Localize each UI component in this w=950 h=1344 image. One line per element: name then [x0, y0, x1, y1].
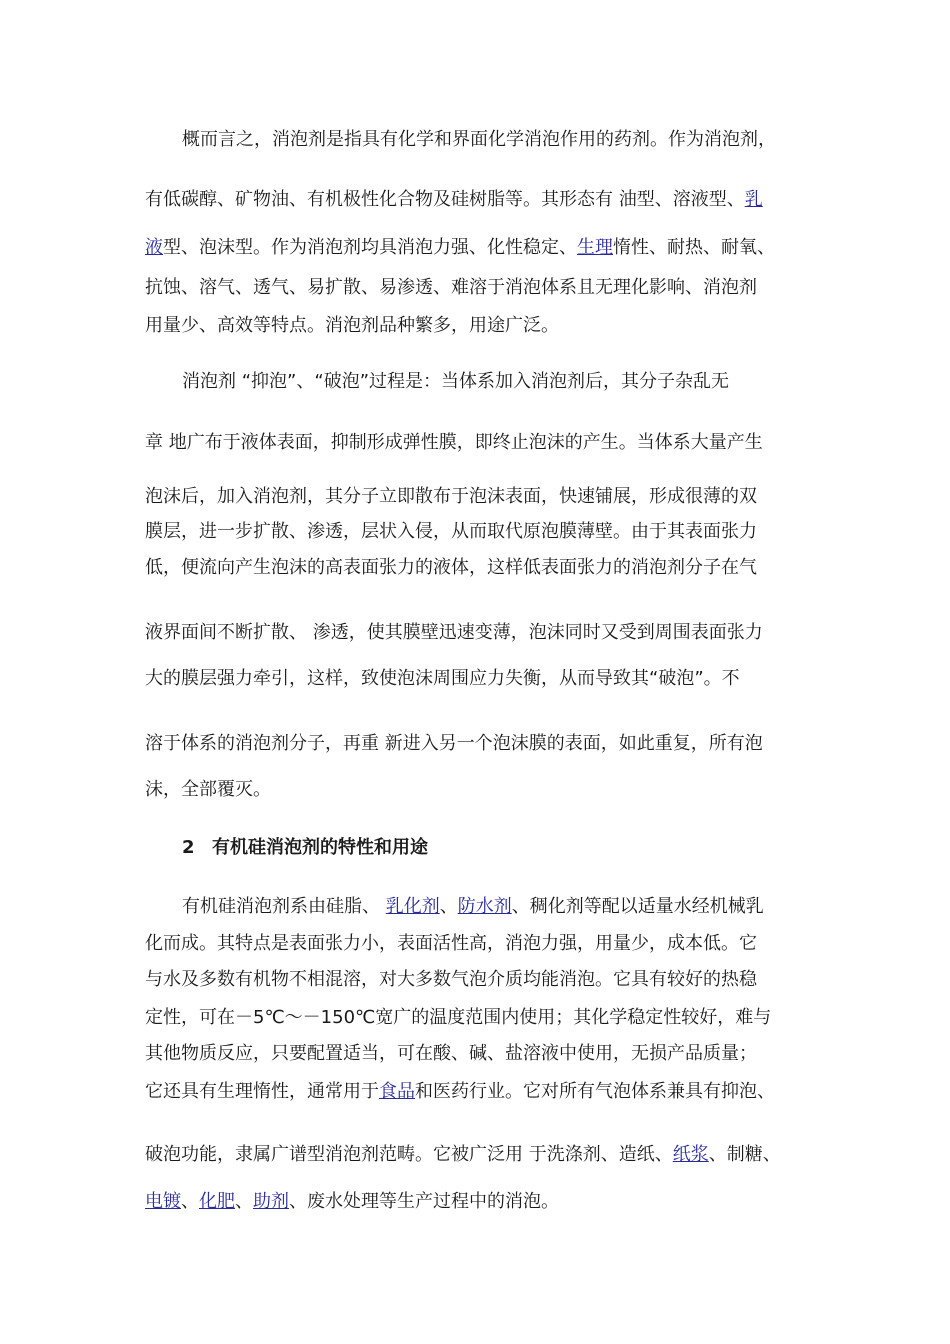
- link-food[interactable]: 食品: [379, 1081, 415, 1102]
- link-electroplating[interactable]: 电镀: [145, 1191, 181, 1212]
- p2-line-6: 液界面间不断扩散、 渗透，使其膜壁迅速变薄，泡沫同时又受到周围表面张力: [145, 622, 763, 643]
- p3-line-7-text-a: 破泡功能，隶属广谱型消泡剂范畴。它被广泛用 于洗涤剂、造纸、: [145, 1144, 673, 1165]
- p3-line-8-text-c: 、废水处理等生产过程中的消泡。: [289, 1191, 559, 1212]
- link-pulp[interactable]: 纸浆: [672, 1144, 709, 1165]
- section-title: 有机硅消泡剂的特性和用途: [212, 837, 428, 858]
- link-waterproofing[interactable]: 防水剂: [457, 896, 512, 917]
- p3-line-6: [145, 1080, 825, 1104]
- p1-line-2: [145, 188, 825, 212]
- p3-line-5: 其他物质反应，只要配置适当，可在酸、碱、盐溶液中使用，无损产品质量；: [145, 1043, 757, 1064]
- p1-line-4: 抗蚀、溶气、透气、易扩散、易渗透、难溶于消泡体系且无理化影响、消泡剂: [145, 277, 757, 298]
- p2-line-9: 沫，全部覆灭。: [145, 779, 271, 800]
- p2-line-2: 章 地广布于液体表面，抑制形成弹性膜，即终止泡沫的产生。当体系大量产生: [145, 432, 763, 453]
- p2-line-1: 消泡剂 “抑泡”、“破泡”过程是：当体系加入消泡剂后，其分子杂乱无: [182, 371, 730, 392]
- p3-line-1: [182, 895, 862, 919]
- p2-line-7: 大的膜层强力牵引，这样，致使泡沫周围应力失衡，从而导致其“破泡”。不: [145, 668, 740, 689]
- p1-line-1: 概而言之，消泡剂是指具有化学和界面化学消泡作用的药剂。作为消泡剂，: [182, 129, 776, 150]
- p3-line-7: [145, 1143, 825, 1167]
- section-heading: [182, 836, 862, 860]
- section-number: 2: [182, 837, 195, 858]
- p3-line-2: 化而成。其特点是表面张力小，表面活性高，消泡力强，用量少，成本低。它: [145, 933, 757, 954]
- p2-line-8: 溶于体系的消泡剂分子，再重 新进入另一个泡沫膜的表面，如此重复，所有泡: [145, 733, 763, 754]
- p2-line-5: 低，便流向产生泡沫的高表面张力的液体，这样低表面张力的消泡剂分子在气: [145, 557, 757, 578]
- p1-line-2-text: 有低碳醇、矿物油、有机极性化合物及硅树脂等。其形态有 油型、溶液型、: [145, 189, 745, 210]
- link-shengli[interactable]: 生理: [577, 237, 613, 258]
- link-fertilizer[interactable]: 化肥: [199, 1191, 235, 1212]
- p3-line-1-text-c: 、稠化剂等配以适量水经机械乳: [511, 896, 764, 917]
- p3-line-7-text-b: 、制糖、: [708, 1144, 781, 1165]
- p1-line-3: [145, 236, 825, 260]
- link-additive[interactable]: 助剂: [253, 1191, 289, 1212]
- p1-line-3-text-b: 惰性、耐热、耐氧、: [613, 237, 775, 258]
- p3-line-1-text-a: 有机硅消泡剂系由硅脂、: [182, 896, 386, 917]
- p2-line-4: 膜层，进一步扩散、渗透，层状入侵，从而取代原泡膜薄壁。由于其表面张力: [145, 521, 757, 542]
- p1-line-5: 用量少、高效等特点。消泡剂品种繁多，用途广泛。: [145, 315, 559, 336]
- p3-line-8-text-b: 、: [235, 1191, 253, 1212]
- p3-line-8-text-a: 、: [181, 1191, 199, 1212]
- p3-line-3: 与水及多数有机物不相混溶，对大多数气泡介质均能消泡。它具有较好的热稳: [145, 969, 757, 990]
- p1-line-3-text-a: 型、泡沫型。作为消泡剂均具消泡力强、化性稳定、: [163, 237, 577, 258]
- link-ye[interactable]: 液: [145, 237, 163, 258]
- link-ru[interactable]: 乳: [744, 189, 763, 210]
- p3-line-6-text-b: 和医药行业。它对所有气泡体系兼具有抑泡、: [415, 1081, 775, 1102]
- p2-line-3: 泡沫后，加入消泡剂，其分子立即散布于泡沫表面，快速铺展，形成很薄的双: [145, 486, 757, 507]
- p3-line-4: 定性，可在－5℃～－150℃宽广的温度范围内使用；其化学稳定性较好，难与: [145, 1007, 772, 1028]
- p3-line-6-text-a: 它还具有生理惰性，通常用于: [145, 1081, 379, 1102]
- p3-line-8: [145, 1190, 825, 1214]
- p3-line-1-text-b: 、: [439, 896, 458, 917]
- link-emulsifier[interactable]: 乳化剂: [385, 896, 440, 917]
